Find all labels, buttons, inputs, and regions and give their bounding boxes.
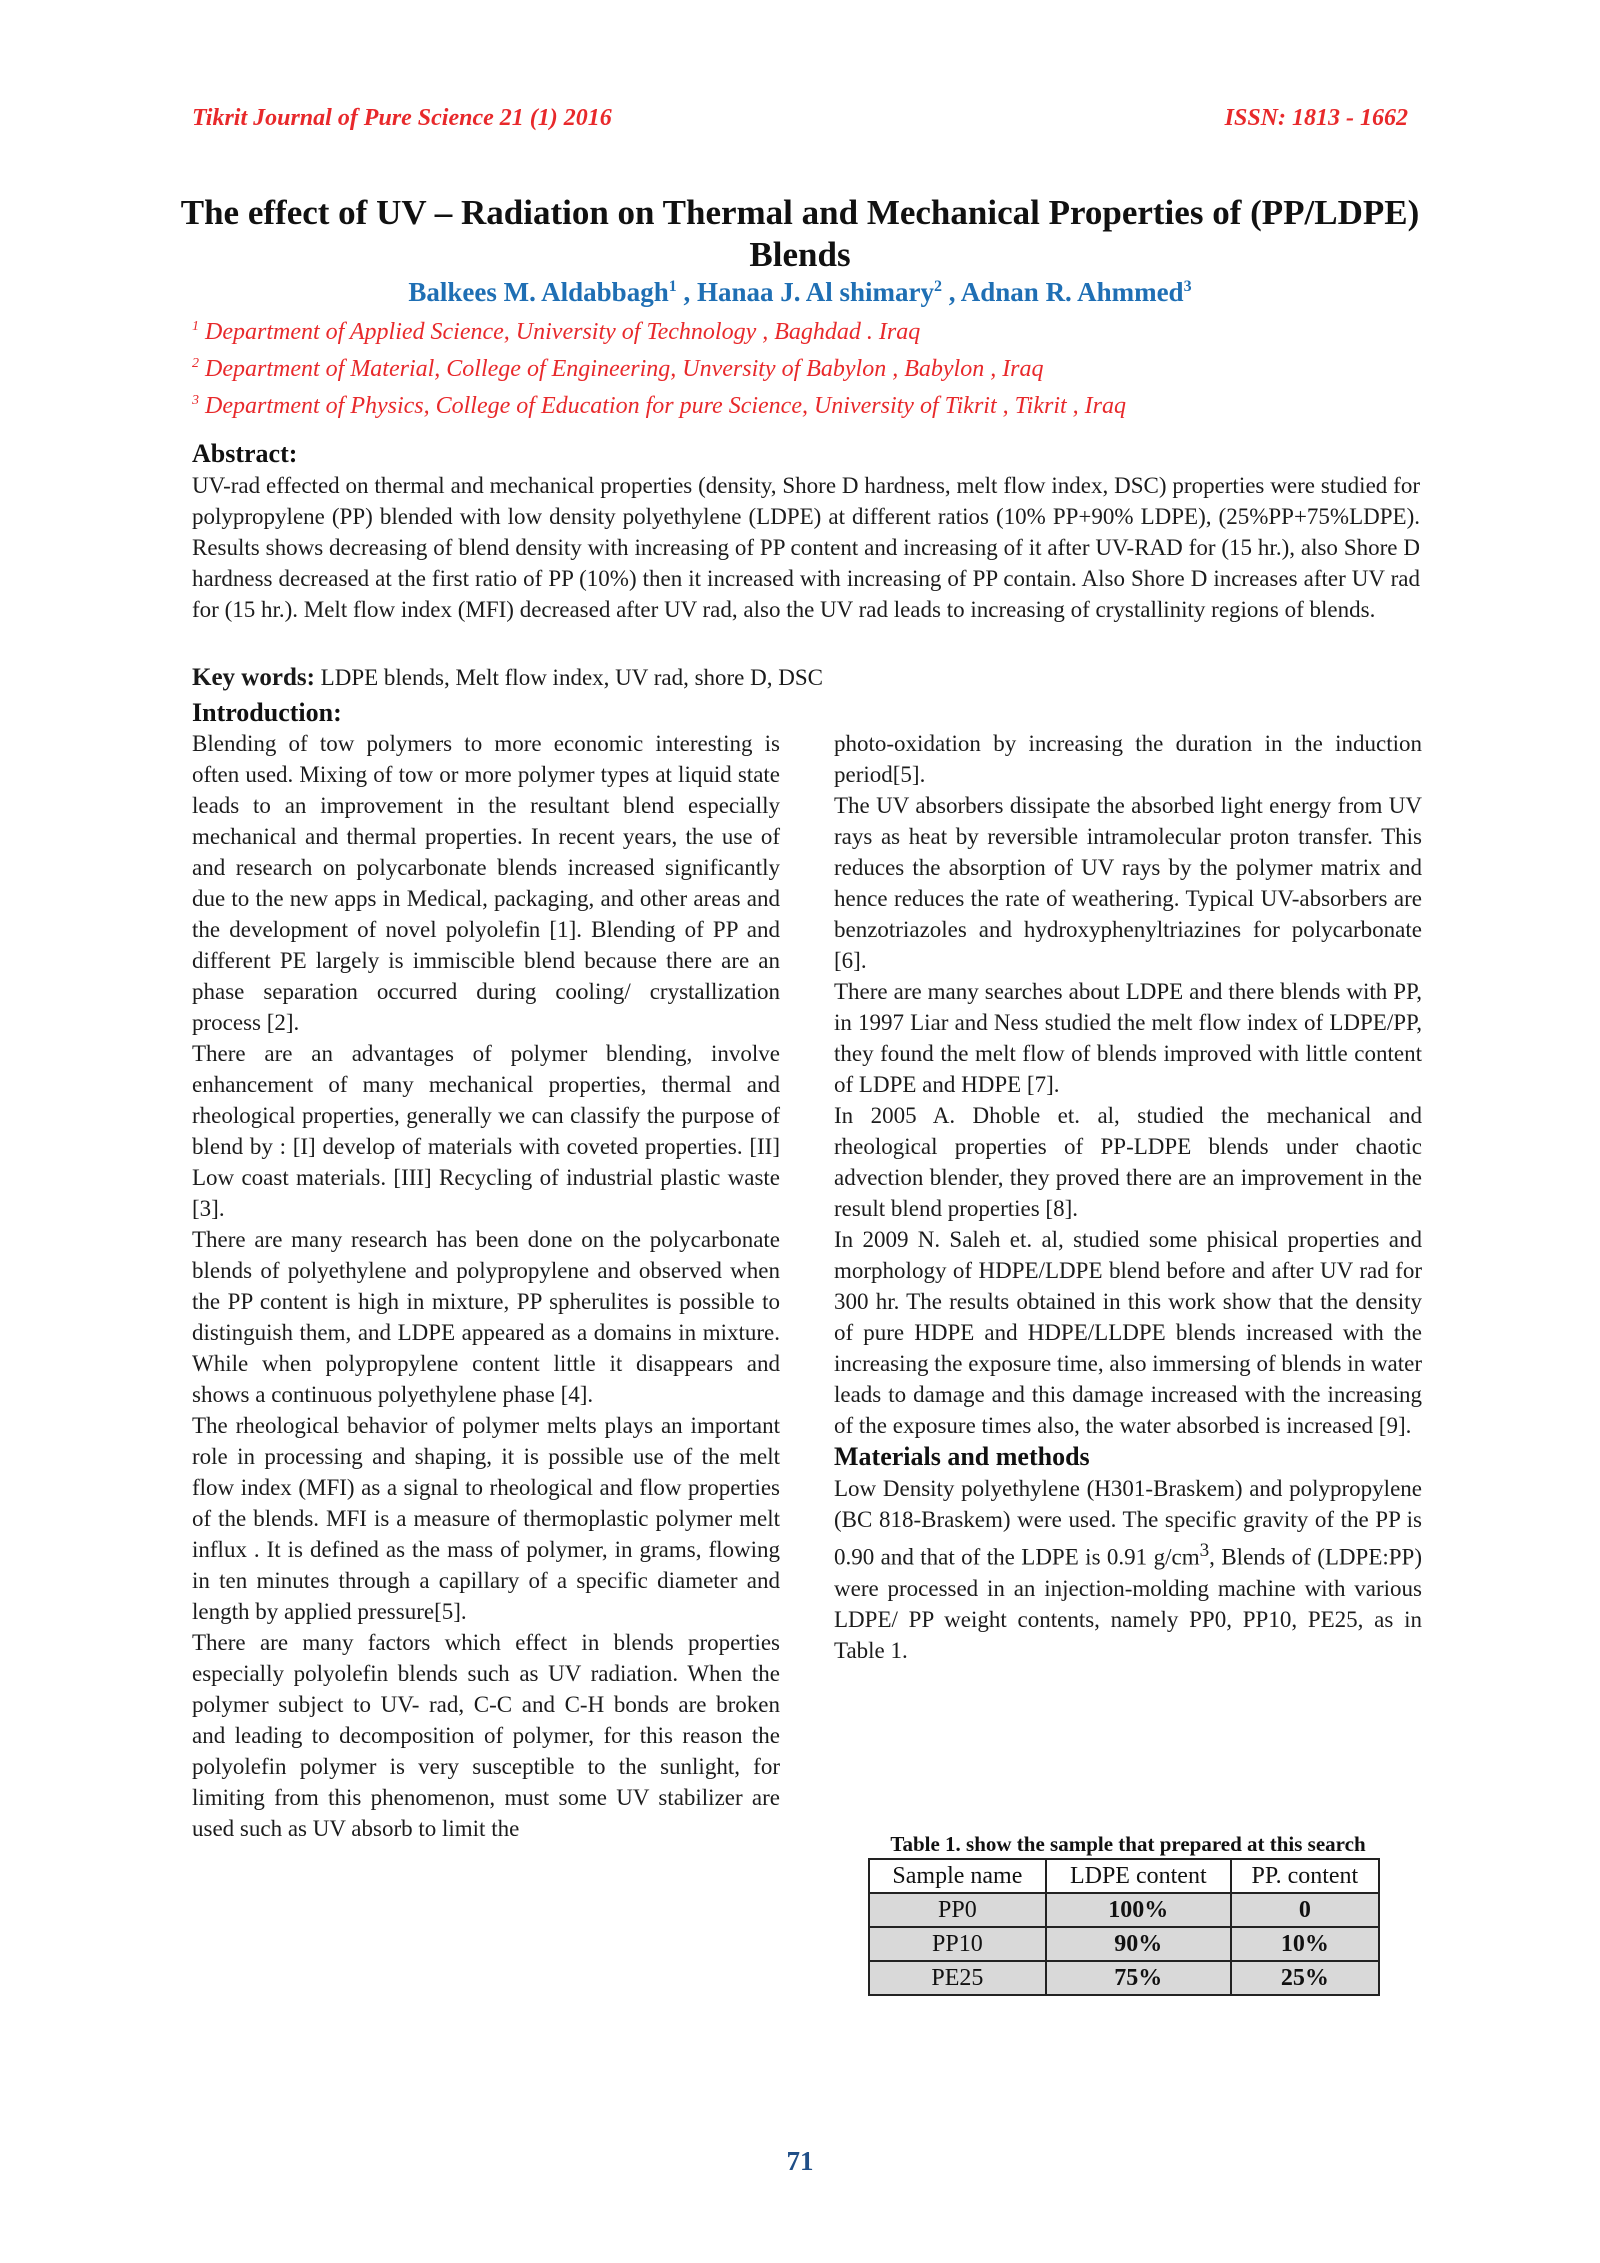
table-cell: 0: [1231, 1893, 1379, 1927]
introduction-heading: Introduction:: [192, 698, 342, 727]
author-separator: ,: [942, 277, 961, 307]
affiliation-text: Department of Material, College of Engineering, Unversity of Babylon , Babylon , Iraq: [199, 356, 1044, 382]
abstract-body: UV-rad effected on thermal and mechanical properties (density, Shore D hardness, melt flow index, DSC) properties were studied for polypropylene (PP) blended with low density polyethylene (LDPE) at different ratios (10% PP+90% LDPE), (25%PP+75%LDPE). Results shows decreasing of blend density with increasing of PP content and increasing of it after UV-RAD for (15 hr.), also Shore D hardness decreased at the first ratio of PP (10%) then it increased with increasing of PP contain. Also Shore D increases after UV rad for (15 hr.). Melt flow index (MFI) decreased after UV rad, also the UV rad leads to increasing of crystallinity regions of blends.: [192, 473, 1420, 622]
affiliation-text: Department of Physics, College of Education for pure Science, University of Tikrit , Tikrit , Iraq: [199, 393, 1126, 419]
author-separator: ,: [676, 277, 697, 307]
author-affiliation-mark: 3: [1183, 278, 1192, 295]
page-number: 71: [786, 2146, 814, 2176]
affiliation-number: 3: [192, 393, 199, 408]
author-affiliation-mark: 1: [668, 278, 677, 295]
column-header: LDPE content: [1046, 1859, 1231, 1893]
table-row: [869, 1961, 1379, 1995]
paper-title: The effect of UV – Radiation on Thermal and Mechanical Properties of (PP/LDPE) Blends: [180, 193, 1420, 274]
body-paragraph: Blending of tow polymers to more economic interesting is often used. Mixing of tow or more polymer types at liquid state leads to an improvement in the resultant blend especially mechanical and thermal properties. In recent years, the use of and research on polycarbonate blends increased significantly due to the new apps in Medical, packaging, and other areas and the development of novel polyolefin [1]. Blending of PP and different PE largely is immiscible blend because there are an phase separation occurred during cooling/ crystallization process [2].: [192, 731, 780, 1035]
body-paragraph: There are many searches about LDPE and there blends with PP, in 1997 Liar and Ness studied the melt flow index of LDPE/PP, they found the melt flow of blends improved with little content of LDPE and HDPE [7].: [834, 979, 1422, 1097]
author-affiliation-mark: 2: [934, 278, 942, 295]
table-caption: Table 1. show the sample that prepared at this search: [890, 1832, 1366, 1856]
keywords-line: [192, 662, 1420, 693]
author-name: Adnan R. Ahmmed: [960, 277, 1184, 307]
keywords-label: Key words:: [192, 664, 315, 691]
author-list: [150, 277, 1450, 308]
unit-superscript: 3: [1199, 1540, 1210, 1561]
affiliation-line: [192, 385, 1450, 422]
abstract-heading: Abstract:: [192, 439, 298, 468]
table-row: [869, 1893, 1379, 1927]
table-cell: 10%: [1231, 1927, 1379, 1961]
body-paragraph: There are many research has been done on the polycarbonate blends of polyethylene and polypropylene and observed when the PP content is high in mixture, PP spherulites is possible to distinguish them, and LDPE appeared as a domains in mixture. While when polypropylene content little it disappears and shows a continuous polyethylene phase [4].: [192, 1227, 780, 1407]
column-header: PP. content: [1231, 1859, 1379, 1893]
keywords-text: LDPE blends, Melt flow index, UV rad, shore D, DSC: [314, 665, 823, 690]
table-row: [869, 1927, 1379, 1961]
affiliation-line: [192, 348, 1450, 385]
affiliation-number: 2: [192, 356, 199, 371]
affiliation-list: [192, 311, 1450, 422]
body-paragraph: There are an advantages of polymer blending, involve enhancement of many mechanical properties, thermal and rheological properties, generally we can classify the purpose of blend by : [I] develop of materials with coveted properties. [II] Low coast materials. [III] Recycling of industrial plastic waste [3].: [192, 1041, 780, 1221]
sample-table: [868, 1858, 1380, 1996]
journal-name: Tikrit Journal of Pure Science 21 (1) 2016: [192, 104, 612, 131]
body-paragraph: In 2005 A. Dhoble et. al, studied the mechanical and rheological properties of PP-LDPE blends under chaotic advection blender, they proved there are an improvement in the result blend properties [8].: [834, 1103, 1422, 1221]
table-cell: PE25: [869, 1961, 1046, 1995]
materials-text: , Blends of (LDPE:PP) were processed in an injection-molding machine with various LDPE/ PP weight contents, namely PP0, PP10, PE25, as in Table 1.: [834, 1544, 1422, 1663]
body-paragraph: photo-oxidation by increasing the duration in the induction period[5].: [834, 731, 1422, 787]
body-paragraph: In 2009 N. Saleh et. al, studied some phisical properties and morphology of HDPE/LDPE blend before and after UV rad for 300 hr. The results obtained in this work show that the density of pure HDPE and HDPE/LLDPE blends increased with the increasing the exposure time, also immersing of blends in water leads to damage and this damage increased with the increasing of the exposure times also, the water absorbed is increased [9].: [834, 1227, 1422, 1438]
table-cell: 75%: [1046, 1961, 1231, 1995]
table-cell: PP10: [869, 1927, 1046, 1961]
author-name: Balkees M. Aldabbagh: [408, 277, 669, 307]
running-header: [192, 100, 1408, 136]
materials-heading: Materials and methods: [834, 1442, 1090, 1471]
body-paragraph: The UV absorbers dissipate the absorbed light energy from UV rays as heat by reversible intramolecular proton transfer. This reduces the absorption of UV rays by the polymer matrix and hence reduces the rate of weathering. Typical UV-absorbers are benzotriazoles and hydroxyphenyltriazines for polycarbonate [6].: [834, 793, 1422, 973]
materials-text: Low Density polyethylene (H301-Braskem) and polypropylene (BC 818-Braskem) were used. The specific gravity of the PP is 0.90 and that of the LDPE is 0.91 g/cm: [834, 1476, 1422, 1570]
issn: ISSN: 1813 - 1662: [1224, 104, 1408, 131]
affiliation-line: [192, 311, 1450, 348]
left-column: [192, 728, 780, 1844]
body-paragraph: The rheological behavior of polymer melts plays an important role in processing and shaping, it is possible use of the melt flow index (MFI) as a signal to rheological and flow properties of the blends. MFI is a measure of thermoplastic polymer melt influx . It is defined as the mass of polymer, in grams, flowing in ten minutes through a capillary of a specific diameter and length by applied pressure[5].: [192, 1413, 780, 1624]
abstract-section: [192, 438, 1420, 625]
table-cell: 25%: [1231, 1961, 1379, 1995]
author-name: Hanaa J. Al shimary: [696, 277, 934, 307]
column-header: Sample name: [869, 1859, 1046, 1893]
body-paragraph: There are many factors which effect in blends properties especially polyolefin blends such as UV radiation. When the polymer subject to UV- rad, C-C and C-H bonds are broken and leading to decomposition of polymer, for this reason the polyolefin polymer is very susceptible to the sunlight, for limiting from this phenomenon, must some UV stabilizer are used such as UV absorb to limit the: [192, 1630, 780, 1841]
affiliation-number: 1: [192, 319, 199, 334]
table-header-row: [869, 1859, 1379, 1893]
table-cell: 90%: [1046, 1927, 1231, 1961]
affiliation-text: Department of Applied Science, University of Technology , Baghdad . Iraq: [199, 319, 921, 345]
right-column: [834, 728, 1422, 1666]
table-cell: 100%: [1046, 1893, 1231, 1927]
materials-paragraph: [834, 1473, 1422, 1666]
table-cell: PP0: [869, 1893, 1046, 1927]
